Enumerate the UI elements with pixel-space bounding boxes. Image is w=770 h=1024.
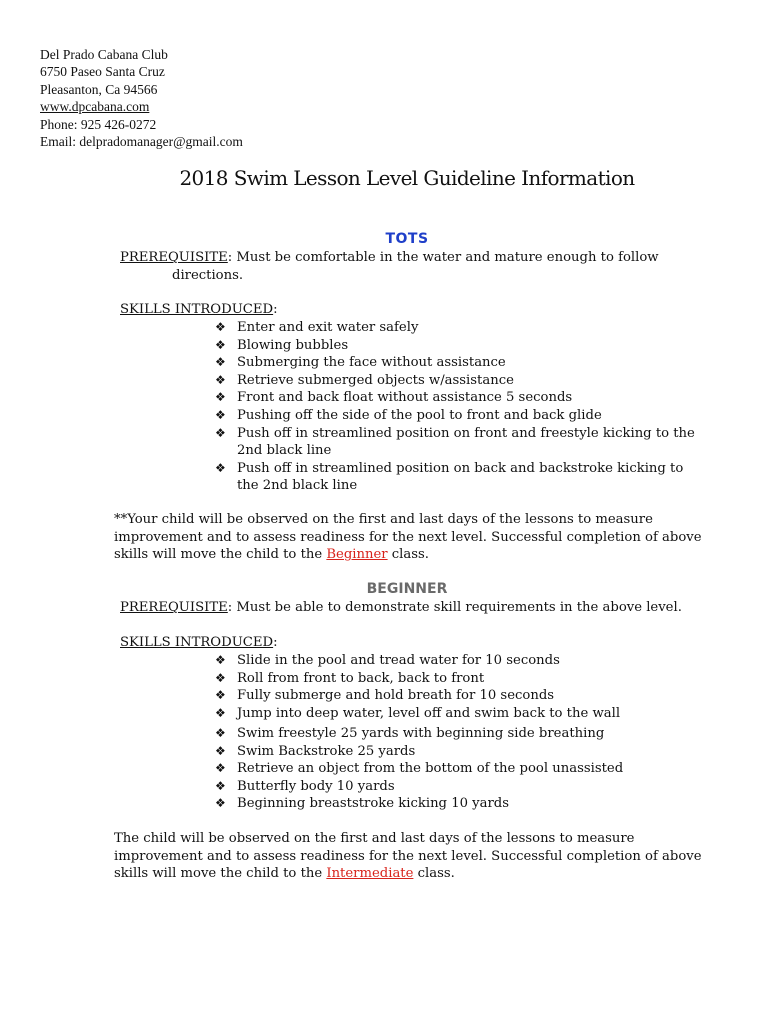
tots-prereq-label: PREREQUISITE: [120, 250, 228, 265]
list-item: [215, 319, 695, 337]
list-item: [215, 425, 695, 460]
skill-text: Slide in the pool and tread water for 10 seconds: [237, 653, 560, 668]
tots-prereq-text-cont: directions.: [172, 267, 244, 283]
skill-text: Pushing off the side of the pool to front and back glide: [237, 407, 602, 423]
beginner-heading: BEGINNER: [366, 581, 448, 597]
diamond-bullet-icon: ❖: [215, 726, 226, 740]
beginner-prereq-text: : Must be able to demonstrate skill requirements in the above level.: [227, 600, 682, 615]
list-item: [215, 389, 695, 407]
diamond-bullet-icon: ❖: [215, 407, 226, 422]
list-item: [215, 725, 715, 743]
beginner-skills-heading: [120, 634, 680, 652]
skill-text: Retrieve an object from the bottom of the pool unassisted: [237, 761, 624, 777]
diamond-bullet-icon: ❖: [215, 670, 226, 685]
diamond-bullet-icon: ❖: [215, 425, 226, 440]
beginner-class-link[interactable]: Beginner: [326, 547, 388, 563]
beginner-skills-list-b: [215, 725, 715, 813]
list-item: [215, 354, 695, 372]
skill-text: Front and back float without assistance 5 seconds: [237, 390, 573, 406]
skill-text: Enter and exit water safely: [237, 320, 419, 335]
list-item: [215, 670, 715, 688]
beginner-skills-list-a: [215, 652, 715, 722]
diamond-bullet-icon: ❖: [215, 705, 226, 720]
diamond-bullet-icon: ❖: [215, 743, 226, 758]
club-website-link[interactable]: www.dpcabana.com: [40, 99, 150, 115]
beginner-note-text: The child will be observed on the first and last days of the lessons to measure improvement and to assess readiness for the next level. Successful completion of above skills will move the child to the: [114, 831, 702, 882]
list-item: [215, 652, 715, 670]
skill-text: Roll from front to back, back to front: [237, 670, 485, 686]
skill-text: Fully submerge and hold breath for 10 seconds: [237, 688, 555, 704]
skill-text: Swim Backstroke 25 yards: [237, 743, 416, 759]
tots-skills-list: [215, 319, 695, 495]
beginner-note-end: class.: [413, 866, 455, 882]
skill-text: Blowing bubbles: [237, 337, 349, 353]
tots-skills-colon: :: [273, 302, 278, 317]
diamond-bullet-icon: ❖: [215, 460, 226, 475]
skill-text: Butterfly body 10 yards: [237, 778, 395, 794]
tots-observation-note: [114, 511, 714, 564]
skill-text: Jump into deep water, level off and swim back to the wall: [237, 705, 621, 721]
list-item: [215, 795, 715, 813]
diamond-bullet-icon: ❖: [215, 372, 226, 387]
beginner-skills-label: SKILLS INTRODUCED: [120, 635, 274, 650]
club-street: 6750 Paseo Santa Cruz: [40, 64, 165, 80]
list-item: [215, 778, 715, 796]
skill-text: Push off in streamlined position on front and freestyle kicking to the 2nd black line: [237, 425, 695, 459]
list-item: [215, 337, 695, 355]
diamond-bullet-icon: ❖: [215, 355, 226, 370]
tots-heading: TOTS: [385, 231, 429, 247]
skill-text: Retrieve submerged objects w/assistance: [237, 372, 514, 388]
club-city: Pleasanton, Ca 94566: [40, 81, 158, 97]
club-email: Email: delpradomanager@gmail.com: [40, 134, 243, 150]
beginner-prerequisite: [120, 599, 720, 617]
diamond-bullet-icon: ❖: [215, 761, 226, 776]
club-name: Del Prado Cabana Club: [40, 47, 168, 62]
list-item: [215, 407, 695, 425]
list-item: [215, 705, 715, 723]
beginner-observation-note: [114, 830, 718, 883]
tots-note-end: class.: [387, 547, 429, 563]
skill-text: Push off in streamlined position on back and backstroke kicking to the 2nd black line: [237, 460, 684, 494]
club-phone: Phone: 925 426-0272: [40, 116, 157, 132]
beginner-prereq-label: PREREQUISITE: [120, 600, 228, 615]
diamond-bullet-icon: ❖: [215, 778, 226, 793]
diamond-bullet-icon: ❖: [215, 320, 226, 334]
tots-skills-heading: [120, 301, 680, 319]
list-item: [215, 372, 695, 390]
diamond-bullet-icon: ❖: [215, 796, 226, 811]
diamond-bullet-icon: ❖: [215, 337, 226, 352]
skill-text: Submerging the face without assistance: [237, 355, 506, 371]
beginner-skills-colon: :: [273, 635, 278, 650]
tots-prereq-text: : Must be comfortable in the water and mature enough to follow: [227, 250, 659, 265]
page-title: 2018 Swim Lesson Level Guideline Information: [179, 166, 635, 190]
list-item: [215, 687, 715, 705]
diamond-bullet-icon: ❖: [215, 688, 226, 703]
tots-note-text: **Your child will be observed on the first and last days of the lessons to measure improvement and to assess readiness for the next level. Successful completion of above skills will move the child to the: [114, 512, 702, 563]
list-item: [215, 460, 695, 495]
list-item: [215, 760, 715, 778]
skill-text: Swim freestyle 25 yards with beginning side breathing: [237, 726, 605, 741]
intermediate-class-link[interactable]: Intermediate: [326, 866, 414, 882]
tots-prerequisite: [120, 249, 680, 284]
tots-skills-label: SKILLS INTRODUCED: [120, 302, 274, 317]
list-item: [215, 743, 715, 761]
diamond-bullet-icon: ❖: [215, 390, 226, 405]
skill-text: Beginning breaststroke kicking 10 yards: [237, 796, 509, 812]
diamond-bullet-icon: ❖: [215, 653, 226, 667]
club-address-block: [40, 46, 243, 150]
